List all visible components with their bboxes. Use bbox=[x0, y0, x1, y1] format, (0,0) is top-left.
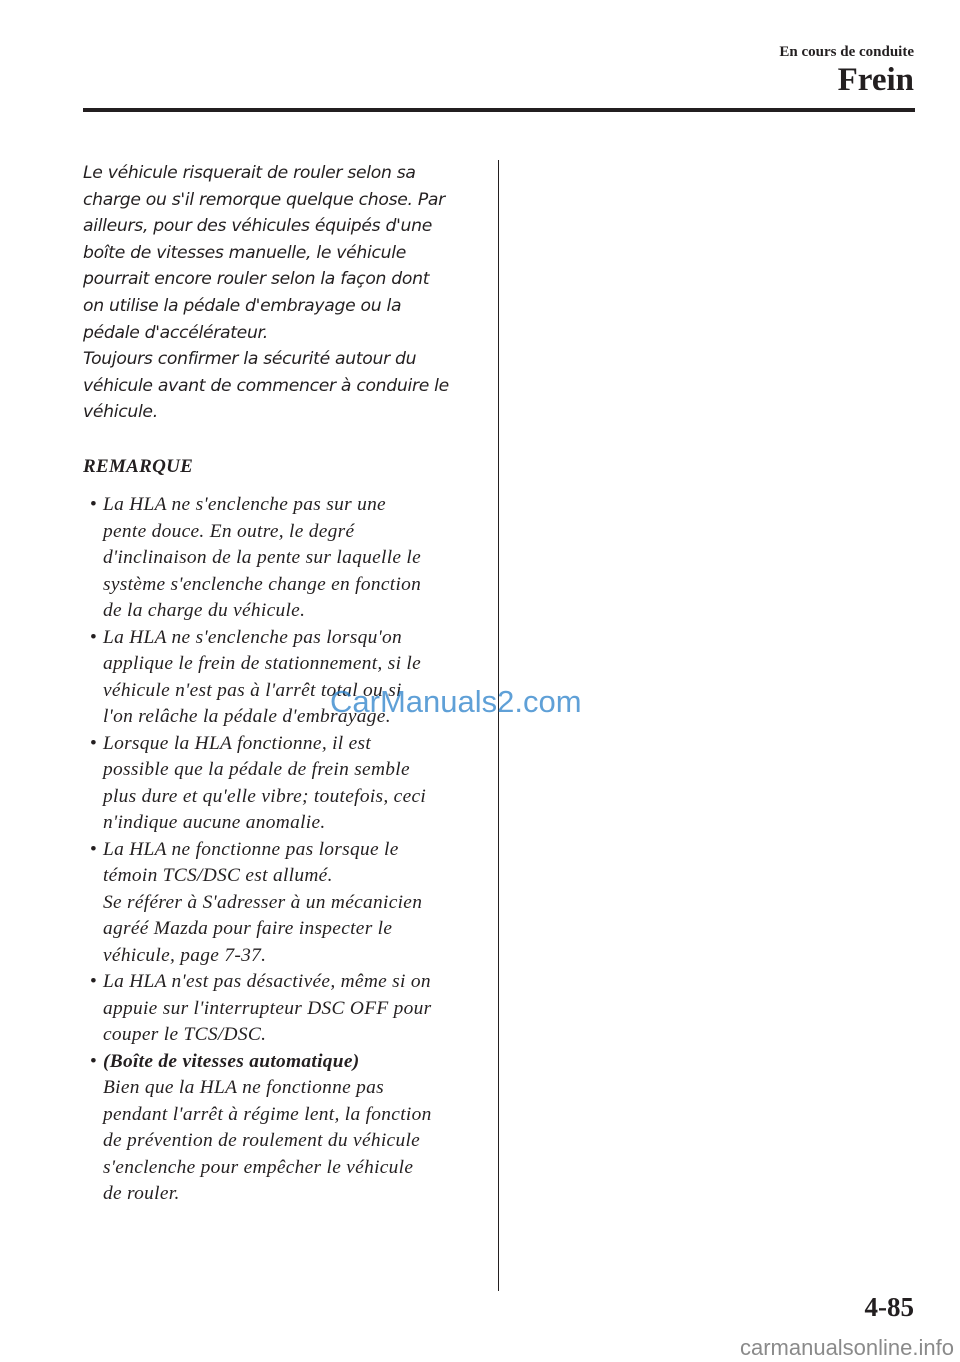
warning-line: véhicule. bbox=[83, 402, 158, 423]
note-line: possible que la pédale de frein semble bbox=[103, 759, 410, 780]
warning-line: charge ou s'il remorque quelque chose. Par bbox=[83, 189, 445, 210]
warning-line: on utilise la pédale d'embrayage ou la bbox=[83, 295, 402, 316]
note-item bbox=[90, 1049, 485, 1208]
note-line: La HLA ne fonctionne pas lorsque le bbox=[103, 838, 399, 860]
note-line: n'indique aucune anomalie. bbox=[103, 812, 326, 833]
note-line: plus dure et qu'elle vibre; toutefois, ceci bbox=[103, 785, 427, 807]
warning-line: pédale d'accélérateur. bbox=[83, 322, 268, 343]
note-line: témoin TCS/DSC est allumé. bbox=[103, 865, 333, 886]
note-line: de rouler. bbox=[103, 1183, 180, 1204]
note-line: applique le frein de stationnement, si le bbox=[103, 653, 422, 674]
note-line: appuie sur l'interrupteur DSC OFF pour bbox=[103, 997, 432, 1019]
note-subheading: (Boîte de vitesses automatique) bbox=[103, 1050, 360, 1072]
warning-paragraph bbox=[83, 160, 483, 426]
note-line: La HLA ne s'enclenche pas sur une bbox=[103, 494, 386, 515]
bullet-icon: • bbox=[90, 494, 98, 515]
warning-line: véhicule avant de commencer à conduire le bbox=[83, 375, 449, 396]
note-line: l'on relâche la pédale d'embrayage. bbox=[103, 706, 391, 727]
header-rule bbox=[83, 108, 915, 112]
note-item bbox=[90, 731, 485, 837]
note-item bbox=[90, 837, 485, 970]
column-divider bbox=[498, 160, 499, 1291]
bullet-icon: • bbox=[90, 732, 98, 754]
note-line: La HLA ne s'enclenche pas lorsqu'on bbox=[103, 626, 403, 648]
note-item bbox=[90, 969, 485, 1049]
note-line: Lorsque la HLA fonctionne, il est bbox=[103, 732, 372, 754]
note-line: s'enclenche pour empêcher le véhicule bbox=[103, 1156, 414, 1178]
bullet-icon: • bbox=[90, 626, 98, 648]
bullet-icon: • bbox=[90, 1050, 98, 1072]
note-line: véhicule, page 7-37. bbox=[103, 944, 267, 966]
note-line: pendant l'arrêt à régime lent, la fonction bbox=[103, 1103, 432, 1125]
note-line: pente douce. En outre, le degré bbox=[103, 520, 355, 542]
note-line: La HLA n'est pas désactivée, même si on bbox=[103, 971, 431, 992]
warning-line: Toujours confirmer la sécurité autour du bbox=[83, 349, 417, 370]
warning-line: Le véhicule risquerait de rouler selon sa bbox=[83, 163, 416, 183]
section-label: En cours de conduite bbox=[779, 44, 914, 60]
bullet-icon: • bbox=[90, 971, 98, 992]
note-line: Bien que la HLA ne fonctionne pas bbox=[103, 1077, 384, 1098]
warning-line: boîte de vitesses manuelle, le véhicule bbox=[83, 242, 406, 263]
note-heading: REMARQUE bbox=[83, 456, 194, 477]
note-line: de la charge du véhicule. bbox=[103, 600, 306, 621]
watermark: CarManuals2.com bbox=[330, 684, 582, 719]
note-line: de prévention de roulement du véhicule bbox=[103, 1130, 421, 1151]
page-number: 4-85 bbox=[864, 1292, 914, 1322]
warning-line: pourrait encore rouler selon la façon dont bbox=[83, 269, 430, 290]
note-line: système s'enclenche change en fonction bbox=[103, 573, 422, 595]
note-list bbox=[90, 492, 485, 1208]
note-line: agréé Mazda pour faire inspecter le bbox=[103, 918, 393, 939]
warning-line: ailleurs, pour des véhicules équipés d'une bbox=[83, 216, 433, 237]
note-line: véhicule n'est pas à l'arrêt total ou si bbox=[103, 679, 402, 701]
bullet-icon: • bbox=[90, 838, 98, 860]
chapter-title: Frein bbox=[837, 62, 914, 98]
footer-site-link[interactable]: carmanualsonline.info bbox=[739, 1335, 954, 1360]
note-line: Se référer à S'adresser à un mécanicien bbox=[103, 891, 423, 913]
note-line: couper le TCS/DSC. bbox=[103, 1024, 267, 1045]
note-line: d'inclinaison de la pente sur laquelle le bbox=[103, 547, 422, 568]
note-item bbox=[90, 492, 485, 625]
